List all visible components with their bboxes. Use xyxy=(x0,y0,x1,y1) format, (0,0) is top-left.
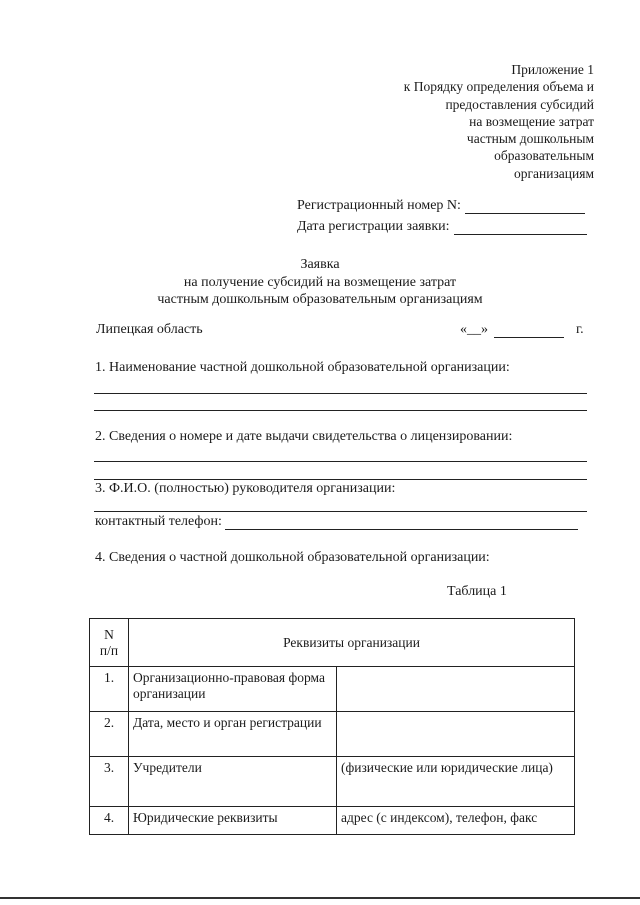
row-name: Учредители xyxy=(129,757,337,807)
registration-number-row xyxy=(297,198,585,214)
row-number: 3. xyxy=(90,757,129,807)
fill-line[interactable] xyxy=(94,393,587,394)
title-line: на получение субсидий на возмещение затрат xyxy=(183,274,457,290)
registration-number-label: Регистрационный номер N: xyxy=(297,198,461,213)
registration-number-field[interactable] xyxy=(465,199,585,214)
registration-date-row xyxy=(297,219,587,235)
fill-line[interactable] xyxy=(94,479,587,480)
section-4-heading: 4. Сведения о частной дошкольной образовательной организации: xyxy=(95,550,490,565)
row-value[interactable] xyxy=(337,667,575,712)
table-header-row xyxy=(90,619,575,667)
table-caption: Таблица 1 xyxy=(447,584,507,599)
row-value[interactable]: (физические или юридические лица) xyxy=(337,757,575,807)
page-bottom-divider xyxy=(0,897,640,899)
row-number: 4. xyxy=(90,807,129,835)
header-title-cell: Реквизиты организации xyxy=(129,619,575,667)
title-line: Заявка xyxy=(300,257,340,272)
row-number: 1. xyxy=(90,667,129,712)
requisites-table xyxy=(89,618,575,835)
section-3-heading: 3. Ф.И.О. (полностью) руководителя организации: xyxy=(95,481,396,496)
appendix-line: частным дошкольным xyxy=(466,131,594,147)
year-suffix: г. xyxy=(576,322,584,337)
document-title xyxy=(0,256,640,309)
quote-close: » xyxy=(481,322,488,337)
table-row xyxy=(90,807,575,835)
row-name: Дата, место и орган регистрации xyxy=(129,712,337,757)
contact-phone-label: контактный телефон: xyxy=(95,514,222,529)
month-blank xyxy=(494,337,564,338)
row-value[interactable]: адрес (с индексом), телефон, факс xyxy=(337,807,575,835)
row-name: Юридические реквизиты xyxy=(129,807,337,835)
registration-date-field[interactable] xyxy=(454,220,587,235)
appendix-line: Приложение 1 xyxy=(511,62,594,77)
appendix-line: предоставления субсидий xyxy=(445,96,594,112)
day-blank: __ xyxy=(467,322,481,337)
appendix-line: на возмещение затрат xyxy=(469,113,594,129)
registration-date-label: Дата регистрации заявки: xyxy=(297,219,450,234)
section-1-heading: 1. Наименование частной дошкольной образовательной организации: xyxy=(95,360,510,375)
quote-open: « xyxy=(460,322,467,337)
fill-line[interactable] xyxy=(94,511,587,512)
header-number-label: N п/п xyxy=(99,626,119,658)
region-label: Липецкая область xyxy=(96,322,203,337)
appendix-line: образовательным xyxy=(494,148,594,164)
appendix-note xyxy=(294,61,594,182)
fill-line[interactable] xyxy=(94,410,587,411)
section-2-heading: 2. Сведения о номере и дате выдачи свидетельства о лицензировании: xyxy=(95,429,513,444)
contact-phone-field[interactable] xyxy=(225,515,578,530)
table-row xyxy=(90,757,575,807)
header-number-cell xyxy=(90,619,129,667)
row-value[interactable] xyxy=(337,712,575,757)
row-name: Организационно-правовая форма организации xyxy=(129,667,337,712)
row-number: 2. xyxy=(90,712,129,757)
contact-phone-row xyxy=(95,514,578,530)
table-row xyxy=(90,712,575,757)
title-line: частным дошкольным образовательным организациям xyxy=(157,292,483,307)
table-row xyxy=(90,667,575,712)
appendix-line: к Порядку определения объема и xyxy=(403,79,594,95)
application-date-field[interactable] xyxy=(460,322,584,338)
fill-line[interactable] xyxy=(94,461,587,462)
appendix-line: организациям xyxy=(513,165,594,181)
